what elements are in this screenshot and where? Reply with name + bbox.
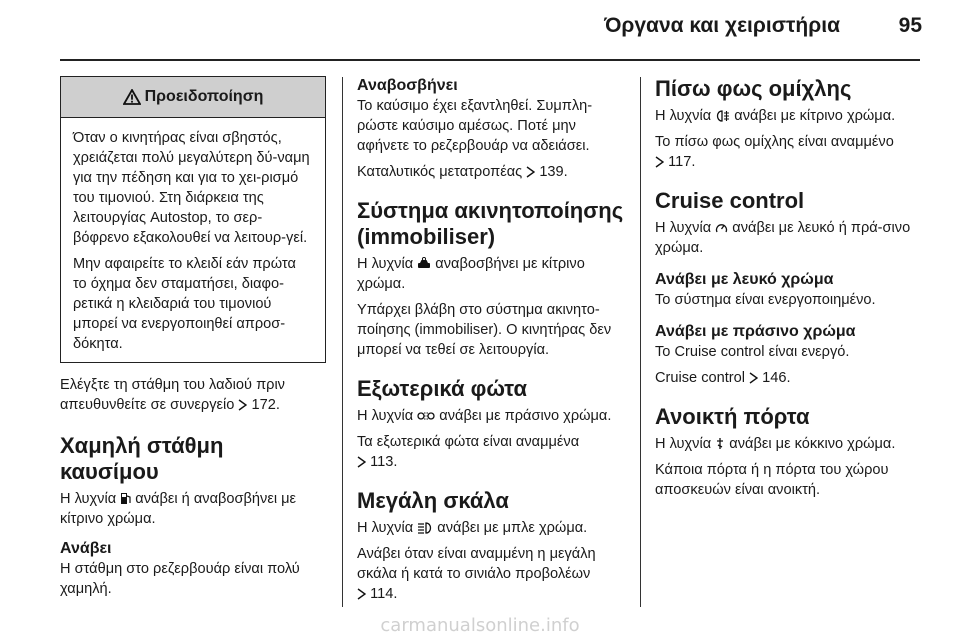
exterior-label: Τα εξωτερικά φώτα είναι αναμμένα bbox=[357, 434, 580, 450]
door-pre: Η λυχνία bbox=[655, 436, 712, 452]
warning-header bbox=[61, 77, 325, 118]
exterior-lights-heading: Εξωτερικά φώτα bbox=[357, 376, 528, 401]
green-heading: Ανάβει με πράσινο χρώμα bbox=[655, 323, 856, 340]
warning-box bbox=[60, 76, 326, 363]
column-divider-left bbox=[342, 77, 343, 607]
cruise-pre: Η λυχνία bbox=[655, 220, 712, 236]
lit-heading: Ανάβει bbox=[60, 540, 112, 557]
column-1 bbox=[60, 76, 326, 605]
high-beam-label: Ανάβει όταν είναι αναμμένη η μεγάλη σκάλα ή κατά το σινιάλο προβολέων bbox=[357, 546, 596, 582]
blink-heading: Αναβοσβήνει bbox=[357, 77, 458, 94]
rear-fog-text bbox=[655, 132, 930, 172]
reference-arrow-icon bbox=[357, 456, 366, 468]
white-heading: Ανάβει με λευκό χρώμα bbox=[655, 271, 834, 288]
column-2 bbox=[357, 76, 627, 610]
oil-check-label: Ελέγξτε τη στάθμη του λαδιού πριν απευθυνθείτε σε συνεργείο bbox=[60, 377, 285, 413]
exterior-lamp-text bbox=[357, 406, 627, 426]
warning-paragraph-2: Μην αφαιρείτε το κλειδί εάν πρώτα το όχημα δεν σταματήσει, διαφο-ρετικά η κλειδαριά του τιμονιού μπορεί να ενεργοποιηθεί απροσ-δόκητα. bbox=[73, 256, 296, 352]
rear-fog-label: Το πίσω φως ομίχλης είναι αναμμένο bbox=[655, 134, 894, 150]
white-text: Το σύστημα είναι ενεργοποιημένο. bbox=[655, 292, 876, 308]
exterior-text bbox=[357, 432, 627, 472]
high-beam-text bbox=[357, 544, 627, 604]
key-car-icon bbox=[417, 257, 431, 270]
cruise-post: ανάβει με λευκό ή πρά-σινο χρώμα. bbox=[655, 220, 911, 256]
warning-paragraph-1: Όταν ο κινητήρας είναι σβηστός, χρειάζεται πολύ μεγαλύτερη δύ-ναμη για την πέδηση και για το χει-ρισμό του τιμονιού. Στη διάρκεια της λειτουργίας Autostop, το σερ-βόφρενο εξακολουθεί να λειτουρ-γεί. bbox=[73, 130, 310, 246]
catalytic-ref: 139. bbox=[539, 164, 568, 180]
reference-arrow-icon bbox=[238, 399, 247, 411]
watermark: carmanualsonline.info bbox=[380, 615, 580, 636]
cruise-lamp-text bbox=[655, 218, 930, 258]
lit-text: Η στάθμη στο ρεζερβουάρ είναι πολύ χαμηλή. bbox=[60, 561, 300, 597]
fuel-heading: Χαμηλή στάθμη καυσίμου bbox=[60, 433, 224, 484]
door-lamp-text bbox=[655, 434, 930, 454]
header-rule bbox=[60, 59, 920, 61]
rear-fog-post: ανάβει με κίτρινο χρώμα. bbox=[734, 108, 896, 124]
cruise-control-icon bbox=[715, 222, 728, 234]
blink-text: Το καύσιμο έχει εξαντληθεί. Συμπλη-ρώστε καύσιμο αμέσως. Ποτέ μην αφήνετε το ρεζερβουάρ να αδειάσει. bbox=[357, 98, 593, 154]
warning-body bbox=[61, 118, 325, 362]
cruise-ref-label: Cruise control bbox=[655, 370, 746, 386]
door-text: Κάποια πόρτα ή η πόρτα του χώρου αποσκευών είναι ανοικτή. bbox=[655, 462, 889, 498]
reference-arrow-icon bbox=[526, 166, 535, 178]
cruise-ref: 146. bbox=[762, 370, 791, 386]
high-beam-lamp-text bbox=[357, 518, 627, 538]
exterior-lights-icon bbox=[417, 410, 435, 422]
green-text: Το Cruise control είναι ενεργό. bbox=[655, 344, 850, 360]
high-beam-heading: Μεγάλη σκάλα bbox=[357, 488, 509, 513]
fuel-post: ανάβει ή αναβοσβήνει με κίτρινο χρώμα. bbox=[60, 491, 297, 527]
immobiliser-heading: Σύστημα ακινητοποίησης (immobiliser) bbox=[357, 198, 624, 249]
door-post: ανάβει με κόκκινο χρώμα. bbox=[729, 436, 896, 452]
catalytic-text bbox=[357, 162, 627, 182]
fuel-text bbox=[60, 489, 326, 529]
high-beam-post: ανάβει με μπλε χρώμα. bbox=[437, 520, 588, 536]
page-number: 95 bbox=[898, 14, 922, 37]
rear-fog-lamp-text bbox=[655, 106, 930, 126]
fuel-pre: Η λυχνία bbox=[60, 491, 117, 507]
door-open-icon bbox=[715, 437, 725, 450]
page-header-title: Όργανα και χειριστήρια bbox=[604, 14, 840, 37]
reference-arrow-icon bbox=[749, 372, 758, 384]
rear-fog-heading: Πίσω φως ομίχλης bbox=[655, 76, 852, 101]
warning-triangle-icon bbox=[123, 89, 141, 105]
cruise-heading: Cruise control bbox=[655, 188, 805, 213]
exterior-post: ανάβει με πράσινο χρώμα. bbox=[439, 408, 612, 424]
column-divider-right bbox=[640, 77, 641, 607]
catalytic-label: Καταλυτικός μετατροπέας bbox=[357, 164, 523, 180]
high-beam-ref: 114. bbox=[370, 586, 398, 602]
fuel-pump-icon bbox=[120, 491, 131, 505]
exterior-pre: Η λυχνία bbox=[357, 408, 414, 424]
exterior-ref: 113. bbox=[370, 454, 398, 470]
oil-check-ref: 172. bbox=[251, 397, 280, 413]
high-beam-pre: Η λυχνία bbox=[357, 520, 414, 536]
rear-fog-icon bbox=[715, 110, 730, 122]
high-beam-icon bbox=[417, 522, 433, 534]
immobiliser-lamp-text bbox=[357, 254, 627, 294]
rear-fog-pre: Η λυχνία bbox=[655, 108, 712, 124]
immobiliser-pre: Η λυχνία bbox=[357, 256, 414, 272]
oil-check-text bbox=[60, 375, 326, 415]
reference-arrow-icon bbox=[655, 156, 664, 168]
cruise-ref-text bbox=[655, 368, 930, 388]
warning-title: Προειδοποίηση bbox=[144, 88, 264, 105]
column-3 bbox=[655, 76, 930, 506]
rear-fog-ref: 117. bbox=[668, 154, 696, 170]
door-heading: Ανοικτή πόρτα bbox=[655, 404, 810, 429]
reference-arrow-icon bbox=[357, 588, 366, 600]
immobiliser-post: αναβοσβήνει με κίτρινο χρώμα. bbox=[357, 256, 585, 292]
immobiliser-text: Υπάρχει βλάβη στο σύστημα ακινητο-ποίησης (immobiliser). Ο κινητήρας δεν μπορεί να τεθεί σε λειτουργία. bbox=[357, 302, 612, 358]
